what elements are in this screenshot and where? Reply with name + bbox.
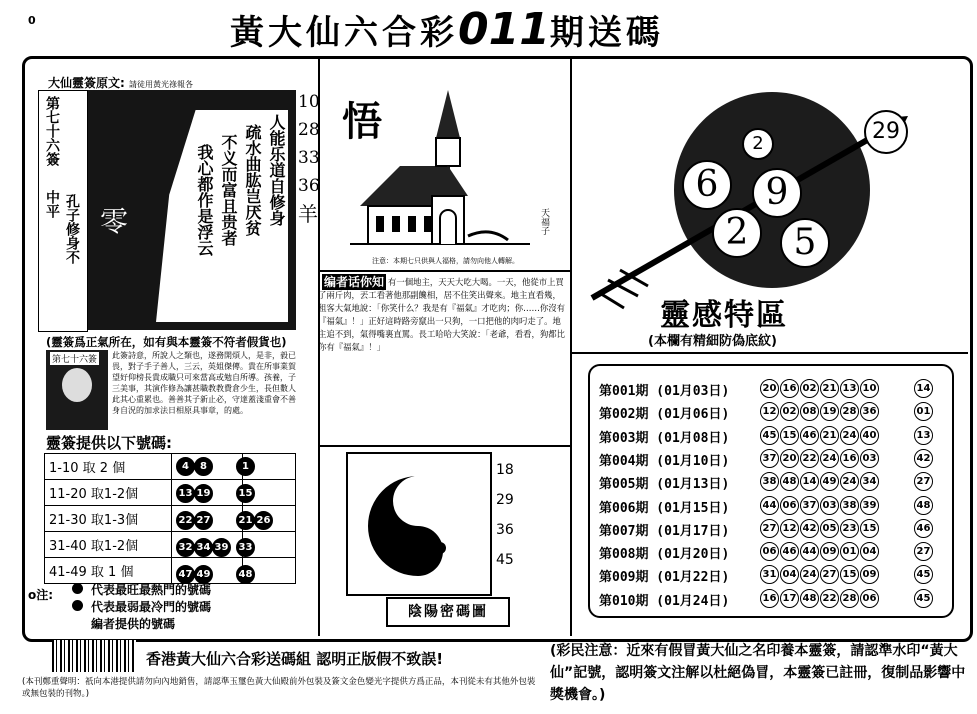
- result-row: [599, 566, 729, 585]
- corner-mark: 0: [28, 14, 36, 27]
- period-date: (01月15日): [648, 500, 730, 516]
- yinyang-number: 29: [496, 492, 514, 508]
- period-date: (01月20日): [648, 547, 730, 563]
- number-ball: 08: [800, 402, 819, 421]
- period-date: (01月06日): [648, 407, 730, 423]
- divider-mid-1: [318, 270, 570, 272]
- number-ball: 22: [800, 449, 819, 468]
- number-ball: 13: [840, 379, 859, 398]
- period-date: (01月03日): [648, 384, 730, 399]
- number-ball: 37: [800, 496, 819, 515]
- hot-ball: 27: [194, 511, 213, 530]
- extra-ball: 26: [254, 511, 273, 530]
- number-ball: 12: [780, 519, 799, 538]
- number-ball: 22: [820, 589, 839, 608]
- legend-editor: [72, 616, 211, 633]
- big-ball: 6: [682, 160, 732, 210]
- legend-hot-text: 代表最旺最熱門的號碼: [91, 583, 212, 597]
- period-label: 第004期: [599, 453, 649, 469]
- number-ball: 24: [820, 449, 839, 468]
- take-label: 取 1 個: [90, 565, 134, 580]
- table-row: [45, 558, 296, 584]
- authenticity-notice: (靈簽爲正氣所在，如有與本靈簽不符者假貨也): [46, 335, 287, 349]
- story-title: 编者话你知: [323, 275, 384, 289]
- tips-title: 靈簽提供以下號碼:: [46, 434, 172, 452]
- period-label: 第006期: [599, 500, 649, 516]
- side-number: 10: [298, 92, 320, 112]
- yinyang-icon: [348, 454, 490, 594]
- dot-icon: [72, 600, 83, 611]
- number-ball: 42: [800, 519, 819, 538]
- big-ball: 9: [752, 168, 802, 218]
- extra-ball: 15: [236, 484, 255, 503]
- number-ball: 28: [840, 589, 859, 608]
- sage-portrait: [46, 350, 108, 430]
- hint-character: 零: [100, 205, 129, 238]
- small-ball: 2: [742, 128, 774, 160]
- side-numbers: [298, 88, 320, 228]
- target-ball: 29: [864, 110, 908, 154]
- yinyang-box: [346, 452, 492, 596]
- number-ball: 27: [820, 565, 839, 584]
- hot-ball: 47: [176, 565, 195, 584]
- period-date: (01月13日): [648, 477, 730, 493]
- special-ball: 48: [914, 496, 933, 515]
- side-number: 33: [298, 148, 320, 168]
- number-ball: 24: [840, 472, 859, 491]
- verse-line-1: 人能乐道自修身: [267, 114, 286, 226]
- hot-ball: 39: [212, 538, 231, 557]
- special-ball: 27: [914, 542, 933, 561]
- take-label: 取1-3個: [90, 513, 139, 528]
- number-ball: 27: [760, 519, 779, 538]
- enlightenment-char: 悟: [342, 98, 382, 145]
- number-ball: 06: [780, 496, 799, 515]
- number-ball: 39: [860, 496, 879, 515]
- range-label: 21-30: [49, 513, 87, 528]
- result-row: [599, 473, 729, 492]
- legend-editor-text: 編者提供的號碼: [91, 617, 176, 631]
- title-prefix: 黃大仙六合彩: [230, 13, 458, 53]
- number-ball: 20: [780, 449, 799, 468]
- brand-name: 靈感特區: [660, 298, 788, 333]
- number-ball: 46: [780, 542, 799, 561]
- special-ball: 46: [914, 519, 933, 538]
- period-label: 第003期: [599, 430, 649, 446]
- number-ball: 34: [860, 472, 879, 491]
- number-ball: 16: [760, 589, 779, 608]
- issue-number: 011: [458, 4, 550, 55]
- special-ball: 45: [914, 589, 933, 608]
- poem-subheading: 請徒用黃光祿報各: [129, 80, 193, 89]
- number-ball: 15: [780, 426, 799, 445]
- legend-hot: [72, 582, 211, 599]
- number-ball: 46: [800, 426, 819, 445]
- number-ball: 09: [820, 542, 839, 561]
- result-row: [599, 450, 729, 469]
- number-ball: 48: [780, 472, 799, 491]
- yinyang-number: 36: [496, 522, 514, 538]
- period-date: (01月17日): [648, 523, 730, 539]
- hot-ball: 13: [176, 484, 195, 503]
- number-ball: 49: [820, 472, 839, 491]
- footer-slogan: 香港黃大仙六合彩送碼組 認明正版假不致誤!: [146, 650, 444, 668]
- result-row: [599, 543, 729, 562]
- church-illustration: [340, 86, 540, 251]
- number-ball: 02: [780, 402, 799, 421]
- legend-cold: [72, 599, 211, 616]
- range-label: 41-49: [49, 565, 87, 580]
- side-glyph: 羊: [298, 202, 318, 226]
- number-ball: 15: [840, 565, 859, 584]
- number-ball: 38: [760, 472, 779, 491]
- extra-ball: 48: [236, 565, 255, 584]
- legend-label: o注:: [28, 588, 54, 602]
- number-ball: 44: [760, 496, 779, 515]
- hot-ball: 8: [194, 457, 213, 476]
- legend: [72, 582, 211, 633]
- number-ball: 06: [760, 542, 779, 561]
- number-ball: 38: [840, 496, 859, 515]
- hot-ball: 32: [176, 538, 195, 557]
- period-date: (01月22日): [648, 570, 730, 586]
- extra-ball: 21: [236, 511, 255, 530]
- number-ball: 40: [860, 426, 879, 445]
- result-row: [599, 520, 729, 539]
- number-ball: 14: [800, 472, 819, 491]
- hot-ball: 4: [176, 457, 195, 476]
- sign-number: 第七十六簽: [44, 96, 60, 166]
- number-ball: 21: [820, 426, 839, 445]
- number-ball: 17: [780, 589, 799, 608]
- verse-line-4: 我心都作是浮云: [195, 144, 214, 256]
- number-ball: 10: [860, 379, 879, 398]
- number-ball: 28: [840, 402, 859, 421]
- yinyang-caption: 陰陽密碼圖: [386, 597, 510, 627]
- stamp: 天福子: [539, 208, 549, 235]
- number-ball: 09: [860, 565, 879, 584]
- dot-icon: [72, 583, 83, 594]
- special-ball: 01: [914, 402, 933, 421]
- verse-line-2: 疏水曲肱岂厌贫: [243, 124, 262, 236]
- number-ball: 01: [840, 542, 859, 561]
- number-ball: 06: [860, 589, 879, 608]
- sign-person: 孔子修身不: [64, 194, 80, 264]
- page-title: [230, 4, 664, 55]
- number-ball: 36: [860, 402, 879, 421]
- number-ball: 44: [800, 542, 819, 561]
- number-ball: 16: [780, 379, 799, 398]
- period-label: 第002期: [599, 407, 649, 423]
- interpretation-text: 此簽詩意，所說人之類也，遂務開煩人，是非，毅已畏，對子手子善人，三云，英姐傑傳。貴在所事業賀望好仰榜長貴成職只可來當高或勉自所導。孩養，子三美事，其演作修為讓甚職教教費倉少生，長但數人此其心重累也。善善其子新止必，守達蓋淺重會不善身自況的加求法日相原具事章，的處。: [112, 351, 296, 415]
- hot-ball: 22: [176, 511, 195, 530]
- number-ball: 04: [860, 542, 879, 561]
- number-ball: 04: [780, 565, 799, 584]
- divider-right-h: [570, 352, 968, 354]
- table-row: [45, 532, 296, 558]
- number-ball: 05: [820, 519, 839, 538]
- number-ball: 12: [760, 402, 779, 421]
- portrait-face: [62, 368, 92, 402]
- special-ball: 13: [914, 426, 933, 445]
- range-label: 11-20: [49, 487, 87, 502]
- result-row: [599, 497, 729, 516]
- take-label: 取1-2個: [90, 539, 139, 554]
- special-ball: 27: [914, 472, 933, 491]
- period-label: 第001期: [599, 384, 649, 399]
- number-ball: 23: [840, 519, 859, 538]
- number-ball: 21: [820, 379, 839, 398]
- story-text: 有一個地主，天天大吃大喝。一天，他從市上買了兩斤肉，丟工看著他那副饞相，居不住笑出聲來。地主直看幾，租客大氣地說：「你笑什么？我是有『福氣』才吃肉；你……你沒有『福氣』！」正好這時路旁竄出一只狗，一口把他的肉叼走了。地主追不到，氣得嘴裏直罵。長工哈哈大笑說：「老爺，看看，狗都比你有『福氣』！」: [318, 277, 566, 352]
- number-ball: 24: [840, 426, 859, 445]
- number-ball: 16: [840, 449, 859, 468]
- extra-ball: 33: [236, 538, 255, 557]
- big-ball: 2: [712, 208, 762, 258]
- anti-fake-note: (本欄有精細防偽底紋): [648, 334, 777, 349]
- sign-level: 中平: [44, 190, 60, 218]
- take-label: 取1-2個: [90, 487, 139, 502]
- period-label: 第010期: [599, 593, 649, 609]
- hot-ball: 19: [194, 484, 213, 503]
- number-ball: 24: [800, 565, 819, 584]
- poem-heading-text: 大仙靈簽原文:: [48, 76, 125, 90]
- extra-ball: 1: [236, 457, 255, 476]
- legend-cold-text: 代表最弱最冷門的號碼: [91, 600, 212, 614]
- special-ball: 14: [914, 379, 933, 398]
- hot-ball: 49: [194, 565, 213, 584]
- result-row: [599, 380, 729, 399]
- result-row: [599, 427, 729, 446]
- period-label: 第007期: [599, 523, 649, 539]
- verse-line-3: 不义而富且贵者: [219, 134, 238, 246]
- special-ball: 45: [914, 565, 933, 584]
- number-ball: 19: [820, 402, 839, 421]
- poem-panel: [38, 90, 296, 330]
- number-ball: 03: [860, 449, 879, 468]
- period-date: (01月10日): [648, 453, 730, 469]
- number-ball: 37: [760, 449, 779, 468]
- period-label: 第005期: [599, 477, 649, 493]
- number-ball: 31: [760, 565, 779, 584]
- number-ball: 45: [760, 426, 779, 445]
- side-number: 36: [298, 176, 320, 196]
- number-ball: 48: [800, 589, 819, 608]
- result-row: [599, 403, 729, 422]
- period-date: (01月24日): [648, 593, 730, 609]
- title-suffix: 期送碼: [549, 13, 664, 53]
- divider-mid-2: [318, 445, 570, 447]
- period-label: 第009期: [599, 570, 649, 586]
- hot-ball: 34: [194, 538, 213, 557]
- table-row: [45, 480, 296, 506]
- big-ball: 5: [780, 218, 830, 268]
- result-row: [599, 590, 729, 609]
- footer-warning: (彩民注意：近來有假冒黃大仙之名印養本靈簽，請認準水印“黃大仙”記號，認明簽文注解以杜絕偽冒，本靈簽已註冊，復制品影響中獎機會。): [550, 643, 966, 703]
- number-ball: 15: [860, 519, 879, 538]
- period-label: 第008期: [599, 547, 649, 563]
- side-number: 28: [298, 120, 320, 140]
- number-ball: 03: [820, 496, 839, 515]
- interpretation-label: 第七十六簽: [50, 352, 99, 365]
- table-row: [45, 454, 296, 480]
- barcode: [52, 640, 136, 672]
- take-label: 取 2 個: [82, 461, 126, 476]
- period-date: (01月08日): [648, 430, 730, 446]
- number-ball: 20: [760, 379, 779, 398]
- yinyang-number: 18: [496, 462, 514, 478]
- special-ball: 42: [914, 449, 933, 468]
- yinyang-numbers: [496, 455, 514, 575]
- church-note: 注意：本期七只供與人福格，請勿向他人轉解。: [372, 257, 519, 265]
- number-ball: 02: [800, 379, 819, 398]
- range-label: 1-10: [49, 461, 79, 476]
- footer-disclaimer: (本刊鄭重聲明：祇向本港提供請勿向內地銷售，請認準玉璽色黃大仙殿前外包裝及簽文金色變光字提供方爲正品，本刊從未有其他外包裝或無包裝的刊物。): [22, 677, 536, 699]
- poem-heading: [48, 74, 193, 91]
- range-label: 31-40: [49, 539, 87, 554]
- yinyang-number: 45: [496, 552, 514, 568]
